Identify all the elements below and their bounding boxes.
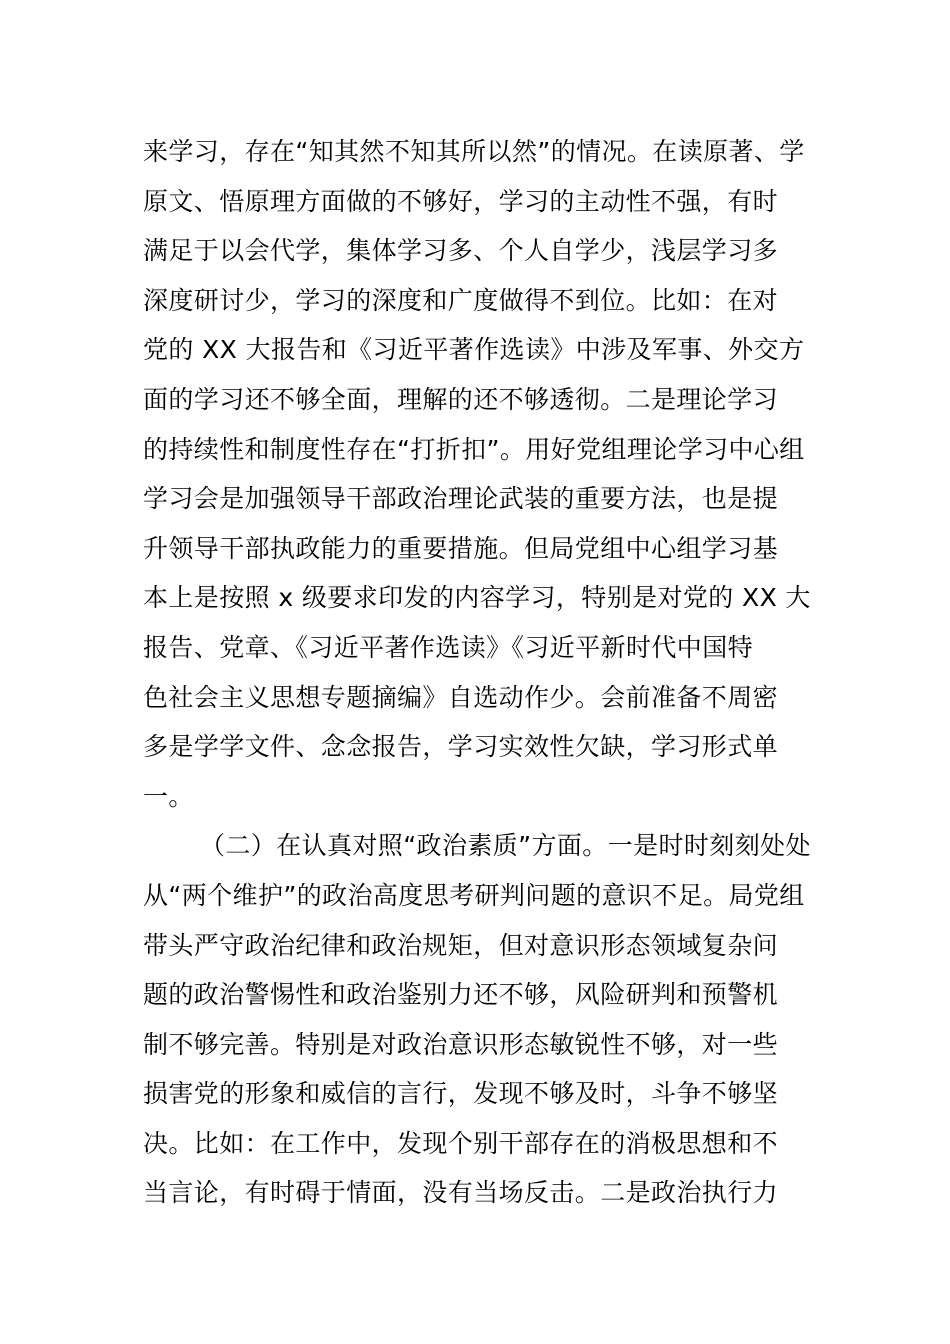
text-line: 本上是按照 x 级要求印发的内容学习，特别是对党的 XX 大 (143, 583, 811, 613)
text-line: 题的政治警惕性和政治鉴别力还不够，风险研判和预警机 (143, 980, 779, 1010)
text-line: 决。比如：在工作中，发现个别干部存在的消极思想和不 (143, 1128, 779, 1158)
text-line: 制不够完善。特别是对政治意识形态敏锐性不够，对一些 (143, 1029, 779, 1059)
text-line: 满足于以会代学，集体学习多、个人自学少，浅层学习多 (143, 236, 779, 266)
text-line: 原文、悟原理方面做的不够好，学习的主动性不强，有时 (143, 186, 779, 216)
text-line: 当言论，有时碍于情面，没有当场反击。二是政治执行力 (143, 1178, 779, 1208)
text-line: 党的 XX 大报告和《习近平著作选读》中涉及军事、外交方 (143, 335, 805, 365)
text-line: 的持续性和制度性存在“打折扣”。用好党组理论学习中心组 (143, 434, 805, 464)
text-line: 多是学学文件、念念报告，学习实效性欠缺，学习形式单 (143, 732, 779, 762)
text-line: 来学习，存在“知其然不知其所以然”的情况。在读原著、学 (143, 137, 805, 166)
text-line: 学习会是加强领导干部政治理论武装的重要方法，也是提 (143, 484, 779, 514)
text-line: 报告、党章、《习近平著作选读》《习近平新时代中国特 (143, 632, 754, 662)
body-text (143, 127, 813, 1218)
text-line: 带头严守政治纪律和政治规矩，但对意识形态领域复杂问 (143, 930, 779, 960)
text-line: 面的学习还不够全面，理解的还不够透彻。二是理论学习 (143, 384, 779, 414)
text-line: 升领导干部执政能力的重要措施。但局党组中心组学习基 (143, 533, 779, 563)
text-line: 损害党的形象和威信的言行，发现不够及时，斗争不够坚 (143, 1079, 779, 1109)
text-line: 色社会主义思想专题摘编》自选动作少。会前准备不周密 (143, 682, 779, 712)
text-line: 一。 (143, 781, 194, 811)
text-line: 从“两个维护”的政治高度思考研判问题的意识不足。局党组 (143, 880, 805, 910)
text-line: 深度研讨少，学习的深度和广度做得不到位。比如：在对 (143, 285, 779, 315)
section-heading-line: （二）在认真对照“政治素质”方面。一是时时刻刻处处 (200, 831, 811, 861)
